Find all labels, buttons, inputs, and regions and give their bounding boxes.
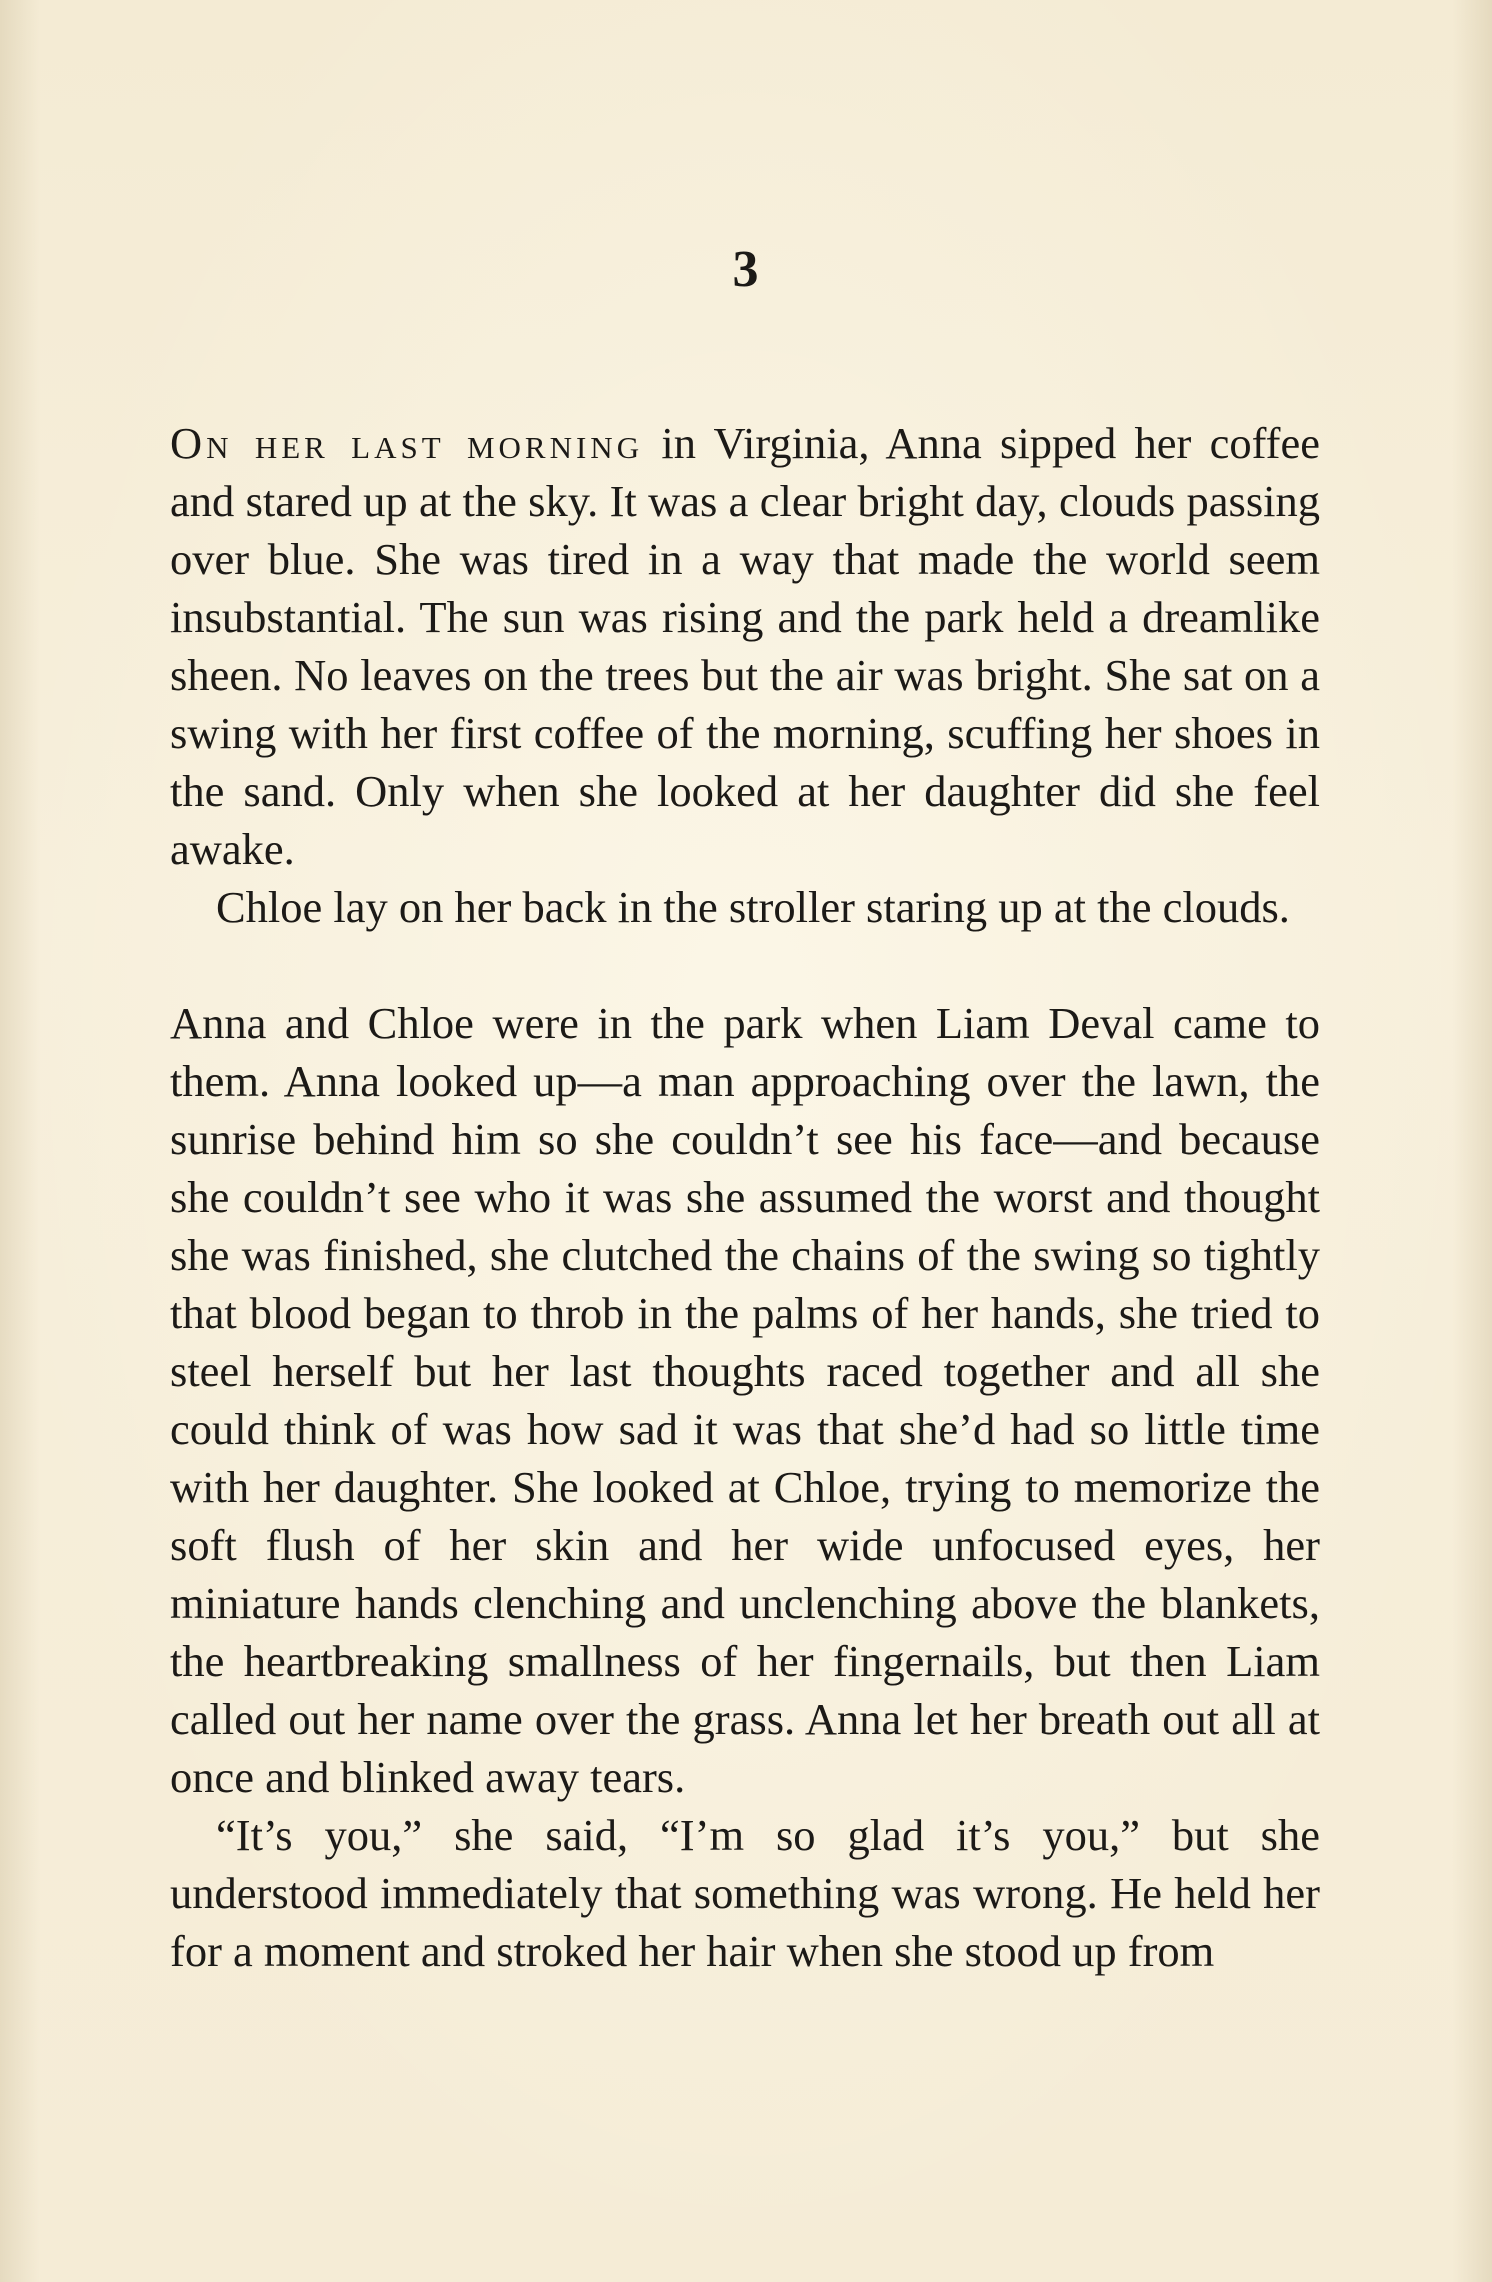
paragraph-3: Anna and Chloe were in the park when Liam Deval came to them. Anna looked up—a man approaching over the lawn, the sunrise behind him so she couldn’t see his face—and because she couldn’t see who it was she assumed the worst and thought she was finished, she clutched the chains of the swing so tightly that blood began to throb in the palms of her hands, she tried to steel herself but her last thoughts raced together and all she could think of was how sad it was that she’d had so little time with her daughter. She looked at Chloe, trying to memorize the soft flush of her skin and her wide unfocused eyes, her miniature hands clenching and unclenching above the blankets, the heartbreaking smallness of her fingernails, but then Liam called out her name over the grass. Anna let her breath out all at once and blinked away tears. <box>170 998 1320 1802</box>
chapter-number: 3 <box>732 241 760 298</box>
page-edge-shadow-left <box>0 0 40 2282</box>
paragraph-2: Chloe lay on her back in the stroller staring up at the clouds. <box>216 882 1290 932</box>
chapter-opening-smallcaps: On her last morning <box>170 418 644 468</box>
paragraph-4: “It’s you,” she said, “I’m so glad it’s you,” but she understood immediately that something was wrong. He held her for a moment and stroked her hair when she stood up from <box>170 1810 1320 1976</box>
body-text <box>170 414 1320 1980</box>
paragraph-1 <box>170 414 1320 878</box>
paragraph-1-text: in Virginia, Anna sipped her coffee and stared up at the sky. It was a clear bright day, clouds passing over blue. She was tired in a way that made the world seem insubstantial. The sun was rising and the park held a dreamlike sheen. No leaves on the trees but the air was bright. She sat on a swing with her first coffee of the morning, scuffing her shoes in the sand. Only when she looked at her daughter did she feel awake. <box>170 418 1321 874</box>
page-edge-shadow-right <box>1452 0 1492 2282</box>
